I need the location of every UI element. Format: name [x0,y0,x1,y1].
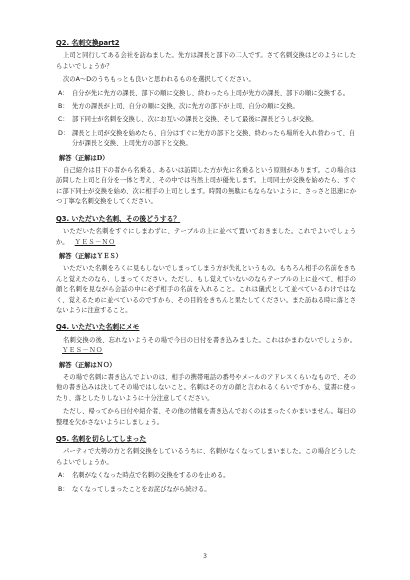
extra-note-q4: ただし、帰ってから日付や紹介者、その他の情報を書き込んでおくのはまったくかまいません。毎日の整理を欠かさないようにしましょう。 [56,408,356,426]
option-key: A： [58,472,69,480]
option-a [56,89,356,99]
question-q2: 上司と同行してある会社を訪ねました。先方は課長と部下の二人です。さて名刺交換はどのようにしたらよいでしょうか？ [56,52,356,70]
option-key: C： [58,116,69,124]
option-c [56,115,356,125]
option-key: D： [58,129,70,137]
section-heading-q5: Q5. 名刺を切らしてしまった [56,435,147,443]
explanation-q3: いただいた名刺をろくに見もしないでしまってしまう方が失礼というもの。もちろん相手の名前をきちんと覚えたのなら、しまってください。ただし、もし覚えていないのならテーブルの上に並べて、相手の顔と名刺を見ながら会話の中に必ず相手の名前を入れること。これは儀式として並べているわけではなく、覚えるために並べているのですから、その目的をきちんと果たしてください。また訪ねる時に落とさないように注意すること。 [56,265,356,314]
option-text: 課長と上司が交換を始めたら、自分はすぐに先方の部下と交換、終わったら場所を入れ替わって、自分が課長と交換、上司先方の部下と交換。 [72,129,356,148]
answer-label-q3: 解答（正解はＹＥＳ） [59,252,122,260]
option-text: なくなってしまったことをお詫びながら続ける。 [72,485,211,493]
yes-no-choice: ＹＥＳ－ＮＯ [62,347,103,355]
option-text: 先方の課長が上司、自分の順に交換、次に先方の部下が上司、自分の順に交換。 [72,103,299,111]
section-heading-q3: Q3. いただいた名刺、その後どうする？ [56,214,181,223]
page-content [56,38,356,498]
question-text: いただいた名刺をすぐにしまわずに、テーブルの上に並べて置いておきました。これでよいでしょうか。 [56,228,356,246]
option-d [56,129,356,150]
option-text: 自分が先に先方の課長、部下の順に交換し、終わったら上司が先方の課長、部下の順に交換する。 [72,89,349,97]
option-key: A： [58,89,69,97]
page-number: 3 [203,553,207,560]
option-text: 名刺がなくなった時点で名刺の交換をするのを止める。 [72,472,230,480]
option-key: B： [58,103,69,111]
option-key: B： [58,485,69,493]
explanation-q4: その場で名刺に書き込んでよいのは、相手の携帯電話の番号やメールのアドレスくらいなもので、その他の書き込みは決してその場ではしないこと。名刺はその方の顔と言われるくらいですから、覚書に使ったり、落としたりしないように十分注意してください。 [56,373,356,402]
option-text: 部下同士が名刺を交換し、次にお互いの課長と交換、そして最後に課長どうしが交換。 [72,116,318,124]
yes-no-choice: ＹＥＳ－ＮＯ [74,238,116,246]
section-heading-q4: Q4. いただいた名刺にメモ [56,323,140,332]
option-b [56,485,356,495]
answer-label-q4: 解答（正解はＮＯ） [59,361,116,369]
section-heading-q2: Q2. 名刺交換part2 [56,39,120,47]
question-text: 名刺交換の後、忘れないようその場で今日の日付を書き込みました。これはかまわないでしょうか。 [63,336,356,344]
question-q3 [56,227,356,248]
option-a [56,471,356,481]
instruction-q2: 次のA～Dのうちもっとも良いと思われるものを選択してください。 [63,76,255,84]
question-q5: パーティで大勢の方と名刺交換をしているうちに、名刺がなくなってしまいました。この場合どうしたらよいでしょうか。 [56,448,356,466]
question-q4 [56,336,356,357]
explanation-q2: 自己紹介は目下の者から名乗る、あるいは訪問した方が先に名乗るという原則があります。この場合は訪問した上司と自分を一体と考え、その中では当然上司が優先します。上司同士が交換を始めたら、すぐに部下同士が交換を始め、次に相手の上司とします。時間の無駄にもならないように、さっさと迅速にかつ丁寧な名刺交換をしてください。 [56,167,356,206]
answer-label-q2: 解答（正解はD） [59,154,109,162]
option-b [56,102,356,112]
